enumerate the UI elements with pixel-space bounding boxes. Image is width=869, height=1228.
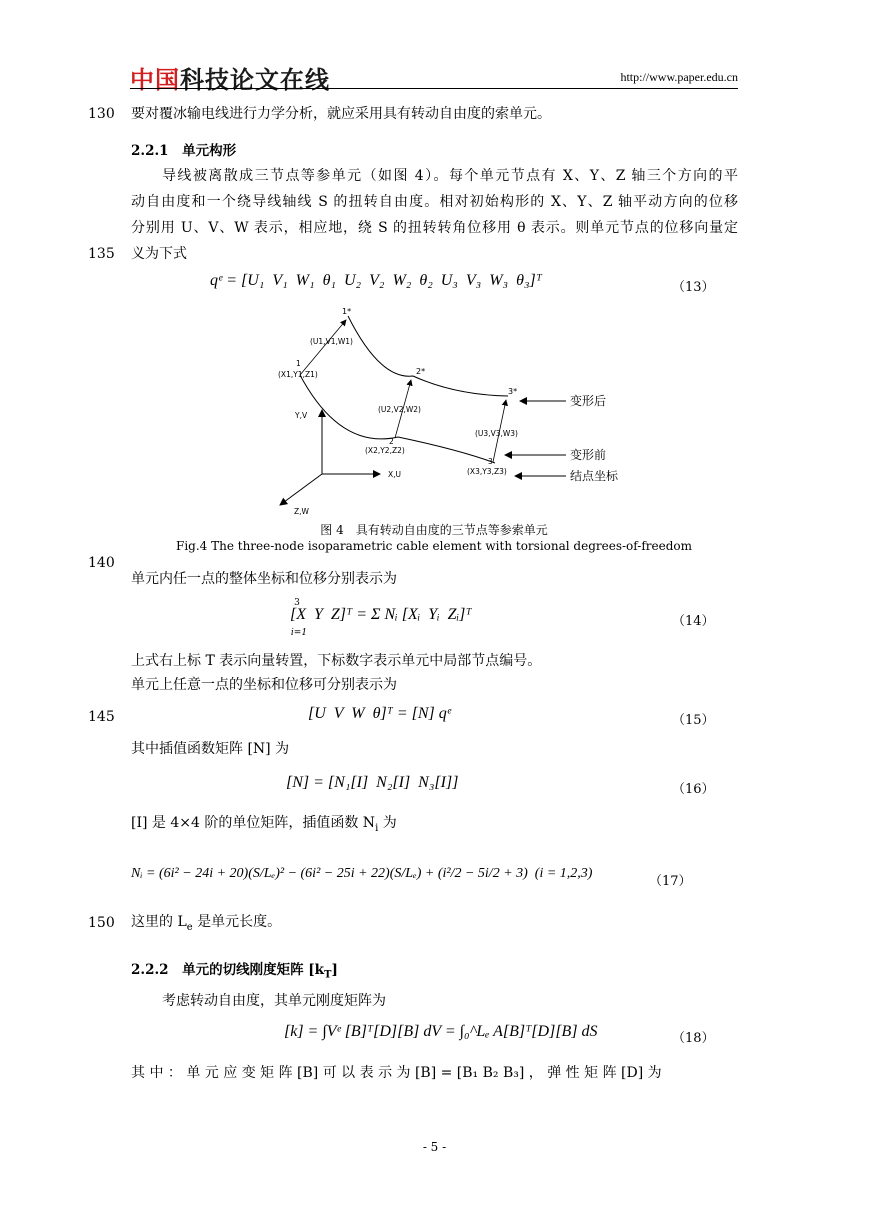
paragraph: 导线被离散成三节点等参单元（如图 4）。每个单元节点有 X、Y、Z 轴三个方向的平 [162, 168, 738, 184]
paragraph: 这里的 $L_e$ 是单元长度。 [131, 914, 282, 933]
paragraph: 考虑转动自由度，其单元刚度矩阵为 [162, 993, 386, 1009]
label-n1s: 1* [342, 307, 352, 316]
label-after: 变形后 [570, 394, 607, 408]
journal-logo [130, 60, 330, 95]
equation-label: （14） [672, 614, 715, 629]
paragraph: 单元上任意一点的坐标和位移可分别表示为 [131, 677, 397, 693]
label-n2: 2 [389, 437, 394, 446]
line-number: 145 [88, 709, 115, 725]
figure-caption-cn: 图 4 具有转动自由度的三节点等参索单元 [320, 523, 548, 537]
label-n2s: 2* [416, 367, 426, 376]
label-node-coord: 结点坐标 [570, 469, 619, 483]
equation-label: （13） [672, 280, 715, 295]
figure-caption-en: Fig.4 The three-node isoparametric cable element with torsional degrees-of-freedom [176, 539, 692, 553]
line-number: 150 [88, 915, 115, 931]
label-xu: X,U [388, 470, 402, 479]
paragraph: 上式右上标 T 表示向量转置，下标数字表示单元中局部节点编号。 [131, 653, 542, 669]
equation-16: [N] = [N₁[I] N₂[I] N₃[I]] [286, 774, 459, 791]
section-heading: 2.2.1 单元构形 [131, 143, 237, 159]
paragraph: 要对覆冰输电线进行力学分析，就应采用具有转动自由度的索单元。 [131, 106, 551, 122]
logo-rest-part: 科技论文在线 [180, 66, 330, 94]
header-url[interactable]: http://www.paper.edu.cn [620, 70, 738, 84]
paragraph: 分别用 U、V、W 表示，相应地，绕 S 的扭转转角位移用 θ 表示。则单元节点的位移向量定 [131, 220, 738, 236]
label-u2: (U2,V2,W2) [378, 405, 421, 414]
label-n1: 1 [296, 359, 301, 368]
label-u1: (U1,V1,W1) [310, 337, 353, 346]
paragraph: 义为下式 [131, 246, 187, 262]
paragraph: [I] 是 4×4 阶的单位矩阵，插值函数 $N_i$ 为 [131, 815, 397, 834]
equation-label: （18） [672, 1031, 715, 1046]
figure-4-diagram [270, 300, 620, 520]
label-n3s: 3* [508, 387, 518, 396]
paragraph: 单元内任一点的整体坐标和位移分别表示为 [131, 571, 397, 587]
sum-top-index: 3 [294, 598, 300, 608]
paragraph: 其 中 ： 单 元 应 变 矩 阵 [B] 可 以 表 示 为 [B] = [B₁ B₂ B₃] ， 弹 性 矩 阵 [D] 为 [131, 1065, 662, 1081]
label-x3: (X3,Y3,Z3) [467, 467, 507, 476]
line-number: 140 [88, 555, 115, 571]
z-axis [280, 474, 322, 505]
line-number: 135 [88, 246, 115, 262]
label-n3: 3 [488, 457, 493, 466]
label-x1: (X1,Y1,Z1) [278, 370, 318, 379]
logo-red-part: 中国 [130, 66, 180, 94]
line-number: 130 [88, 106, 115, 122]
paragraph: 其中插值函数矩阵 [N] 为 [131, 741, 290, 757]
equation-13: qᵉ = [U₁ V₁ W₁ θ₁ U₂ V₂ W₂ θ₂ U₃ V₃ W₃ θ₃]ᵀ [210, 272, 542, 289]
equation-label: （15） [672, 713, 715, 728]
header-rule [130, 88, 738, 89]
label-x2: (X2,Y2,Z2) [365, 446, 405, 455]
label-zw: Z,W [294, 507, 309, 516]
section-heading: 2.2.2 单元的切线刚度矩阵 $[k_T]$ [131, 962, 338, 981]
equation-label: （17） [649, 874, 692, 889]
equation-17: Nᵢ = (6i² − 24i + 20)(S/Lₑ)² − (6i² − 25i + 22)(S/Lₑ) + (i²/2 − 5i/2 + 3) (i = 1,2,3) [131, 866, 593, 881]
label-before: 变形前 [570, 448, 607, 462]
sum-bottom-index: i=1 [290, 628, 308, 638]
equation-label: （16） [672, 782, 715, 797]
disp-arrow-1 [300, 320, 346, 375]
curve-after [348, 316, 508, 396]
label-u3: (U3,V3,W3) [475, 429, 518, 438]
label-yv: Y,V [295, 411, 308, 420]
equation-14: [X Y Z]ᵀ = Σ Nᵢ [Xᵢ Yᵢ Zᵢ]ᵀ [290, 606, 472, 623]
equation-18: [k] = ∫Vᵉ [B]ᵀ[D][B] dV = ∫₀^Lₑ A[B]ᵀ[D][B] dS [284, 1023, 598, 1040]
equation-15: [U V W θ]ᵀ = [N] qᵉ [308, 705, 451, 722]
page-number: - 5 - [422, 1140, 447, 1154]
paragraph: 动自由度和一个绕导线轴线 S 的扭转自由度。相对初始构形的 X、Y、Z 轴平动方向的位移 [131, 194, 738, 210]
